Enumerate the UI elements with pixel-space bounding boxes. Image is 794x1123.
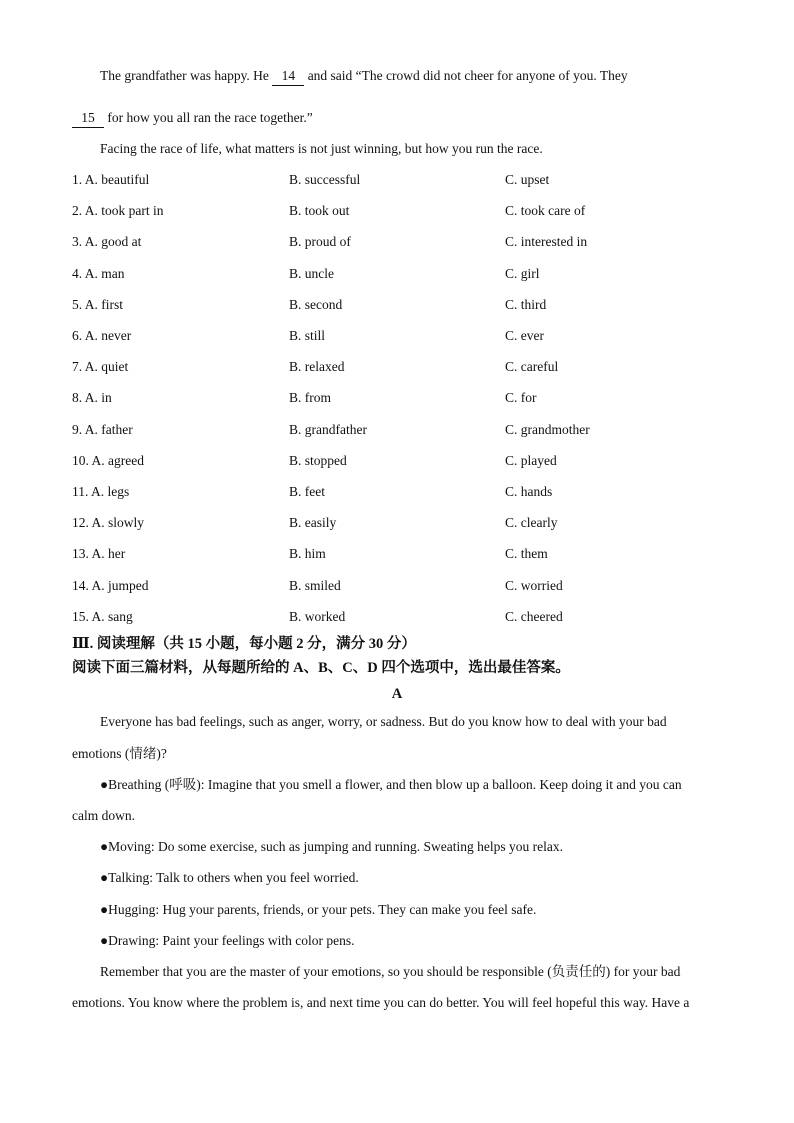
option-c: C. them <box>505 546 548 561</box>
option-a: 11. A. legs <box>72 484 130 499</box>
option-a: 9. A. father <box>72 422 133 437</box>
option-c: C. interested in <box>505 234 588 249</box>
story-text: for how you all ran the race together.” <box>107 110 313 125</box>
option-a: 4. A. man <box>72 266 125 281</box>
option-row <box>72 296 722 314</box>
option-b: B. from <box>289 390 331 405</box>
passage-closing: Remember that you are the master of your emotions, so you should be responsible (负责任的) for your bad <box>100 964 681 979</box>
option-a: 3. A. good at <box>72 234 142 249</box>
option-a: 15. A. sang <box>72 609 133 624</box>
option-b: B. successful <box>289 172 361 187</box>
tip-moving: ●Moving: Do some exercise, such as jumping and running. Sweating helps you relax. <box>100 839 563 854</box>
tip-hugging: ●Hugging: Hug your parents, friends, or your pets. They can make you feel safe. <box>100 902 537 917</box>
option-row <box>72 265 722 283</box>
option-b: B. second <box>289 297 343 312</box>
option-b: B. easily <box>289 515 337 530</box>
option-a: 6. A. never <box>72 328 132 343</box>
option-row <box>72 483 722 501</box>
option-b: B. smiled <box>289 578 341 593</box>
option-b: B. relaxed <box>289 359 345 374</box>
option-row <box>72 452 722 470</box>
story-text: The grandfather was happy. He <box>100 68 269 83</box>
option-row <box>72 202 722 220</box>
option-c: C. girl <box>505 266 540 281</box>
tip-drawing: ●Drawing: Paint your feelings with color pens. <box>100 933 355 948</box>
option-c: C. grandmother <box>505 422 590 437</box>
option-b: B. took out <box>289 203 350 218</box>
tip-breathing-cont: calm down. <box>72 808 135 823</box>
option-c: C. cheered <box>505 609 563 624</box>
option-a: 12. A. slowly <box>72 515 145 530</box>
story-paragraph-1-cont <box>72 109 722 128</box>
option-a: 2. A. took part in <box>72 203 164 218</box>
story-paragraph-1 <box>100 67 750 86</box>
section-instruction: 阅读下面三篇材料，从每题所给的 A、B、C、D 四个选项中，选出最佳答案。 <box>72 660 570 676</box>
option-row <box>72 608 722 626</box>
option-b: B. feet <box>289 484 325 499</box>
section-heading: Ⅲ. 阅读理解（共 15 小题，每小题 2 分，满分 30 分） <box>72 636 416 652</box>
option-b: B. still <box>289 328 326 343</box>
option-b: B. proud of <box>289 234 351 249</box>
option-c: C. hands <box>505 484 553 499</box>
answer-blank-14: 14 <box>272 67 304 86</box>
option-c: C. upset <box>505 172 550 187</box>
option-c: C. worried <box>505 578 563 593</box>
option-row <box>72 421 722 439</box>
option-c: C. clearly <box>505 515 558 530</box>
option-b: B. uncle <box>289 266 334 281</box>
option-c: C. played <box>505 453 557 468</box>
story-paragraph-2: Facing the race of life, what matters is not just winning, but how you run the race. <box>100 141 543 156</box>
option-row <box>72 514 722 532</box>
option-row <box>72 577 722 595</box>
option-b: B. stopped <box>289 453 347 468</box>
passage-intro: Everyone has bad feelings, such as anger, worry, or sadness. But do you know how to deal with your bad <box>100 714 667 729</box>
option-c: C. third <box>505 297 547 312</box>
tip-talking: ●Talking: Talk to others when you feel worried. <box>100 870 359 885</box>
option-a: 14. A. jumped <box>72 578 149 593</box>
option-a: 10. A. agreed <box>72 453 144 468</box>
option-row <box>72 358 722 376</box>
passage-label: A <box>391 686 403 702</box>
passage-intro-cont: emotions (情绪)? <box>72 746 167 761</box>
option-c: C. for <box>505 390 537 405</box>
option-b: B. worked <box>289 609 346 624</box>
answer-blank-15: 15 <box>72 109 104 128</box>
option-c: C. careful <box>505 359 559 374</box>
story-text: and said “The crowd did not cheer for anyone of you. They <box>307 68 628 83</box>
option-a: 8. A. in <box>72 390 112 405</box>
option-c: C. took care of <box>505 203 586 218</box>
option-a: 13. A. her <box>72 546 126 561</box>
tip-breathing: ●Breathing (呼吸): Imagine that you smell a flower, and then blow up a balloon. Keep doing it and you can <box>100 777 682 792</box>
option-row <box>72 327 722 345</box>
option-a: 7. A. quiet <box>72 359 129 374</box>
option-c: C. ever <box>505 328 544 343</box>
option-b: B. grandfather <box>289 422 367 437</box>
option-row <box>72 171 722 189</box>
option-row <box>72 545 722 563</box>
option-b: B. him <box>289 546 326 561</box>
passage-closing-cont: emotions. You know where the problem is, and next time you can do better. You will feel hopeful this way. Have a <box>72 995 690 1010</box>
option-a: 1. A. beautiful <box>72 172 150 187</box>
option-a: 5. A. first <box>72 297 124 312</box>
option-row <box>72 233 722 251</box>
option-row <box>72 389 722 407</box>
